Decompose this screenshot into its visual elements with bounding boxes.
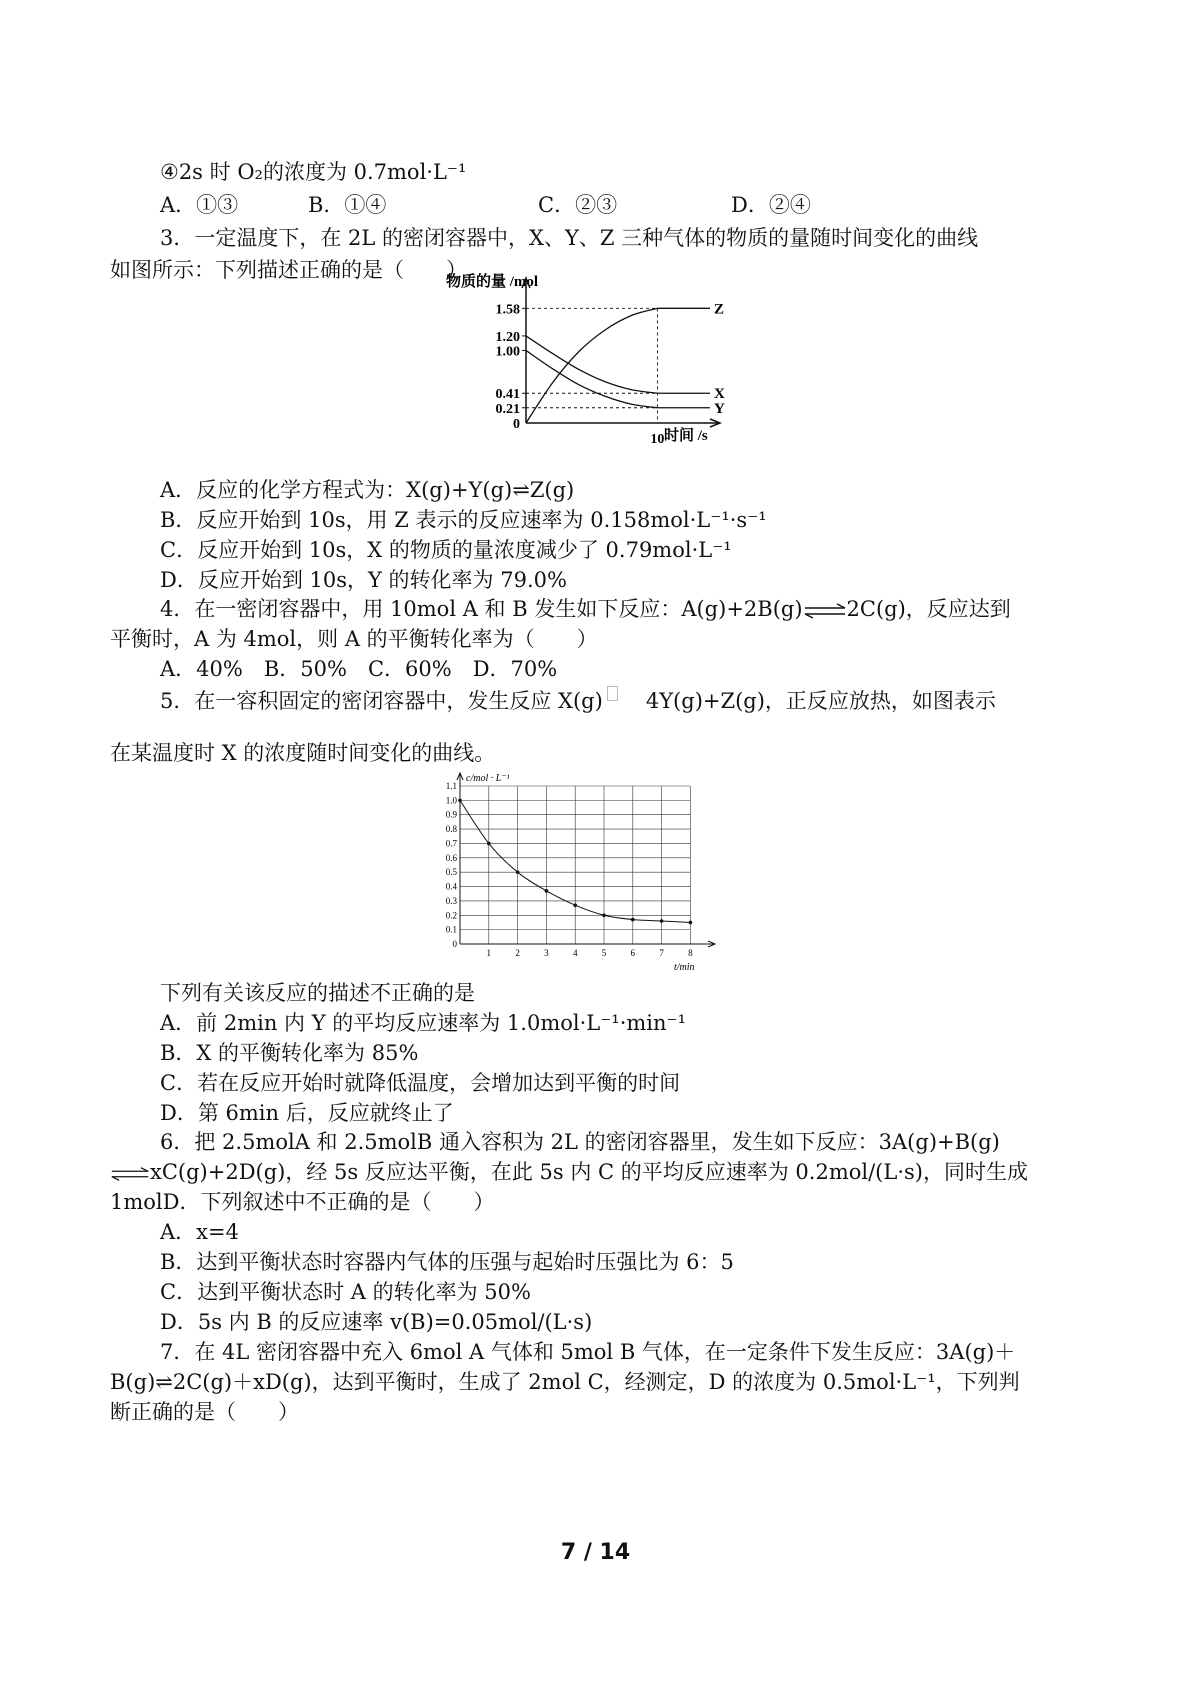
missing-glyph-icon	[607, 686, 618, 701]
q2-option-d: D．②④	[731, 193, 811, 217]
equilibrium-arrow-icon	[110, 1166, 150, 1182]
q6-option-d: D．5s 内 B 的反应速率 v(B)=0.05mol/(L·s)	[160, 1310, 593, 1334]
q2-options	[160, 190, 811, 220]
q5-stem-line1	[160, 686, 996, 716]
q4-stem-line1	[160, 594, 1011, 624]
amount-time-chart	[440, 268, 740, 458]
chart2-data-point	[573, 903, 577, 907]
q3-stem-line2: 如图所示：下列描述正确的是（ ）	[110, 258, 467, 282]
q3-option-c: C．反应开始到 10s，X 的物质的量浓度减少了 0.79mol·L⁻¹	[160, 538, 732, 562]
chart1-series-x	[526, 336, 710, 393]
chart2-y-tick-label: 0.9	[445, 809, 457, 820]
chart1-y-tick-label: 1.20	[495, 329, 520, 345]
q7-stem-line3: 断正确的是（ ）	[110, 1400, 299, 1424]
chart1-series-label: X	[714, 386, 725, 403]
chart2-x-tick-label: 6	[630, 948, 636, 958]
chart1-x-tick-label: 0	[513, 417, 520, 432]
chart2-y-tick-label: 0.7	[445, 838, 457, 849]
chart2-y-tick-label: 0.6	[445, 852, 457, 863]
q4-line1-pre: 4．在一密闭容器中，用 10mol A 和 B 发生如下反应：A(g)+2B(g)	[160, 597, 803, 621]
equilibrium-arrow-icon	[803, 603, 847, 619]
chart1-y-tick-label: 0.41	[495, 387, 520, 403]
chart2-x-tick-label: 5	[601, 948, 607, 958]
chart2-x-tick-label: 2	[515, 948, 520, 958]
chart2-data-point	[516, 870, 520, 874]
q5-line1-pre: 5．在一容积固定的密闭容器中，发生反应 X(g)	[160, 689, 603, 713]
concentration-time-chart	[438, 770, 728, 972]
chart2-y-tick-label: 1.1	[445, 781, 457, 791]
chart2-x-tick-label: 1	[486, 948, 492, 958]
q5-question: 下列有关该反应的描述不正确的是	[160, 981, 475, 1005]
q5-option-a: A．前 2min 内 Y 的平均反应速率为 1.0mol·L⁻¹·min⁻¹	[160, 1011, 687, 1035]
q4-options: A．40% B．50% C．60% D．70%	[160, 657, 558, 681]
chart2-data-point	[602, 913, 606, 917]
chart1-series-z	[526, 308, 710, 423]
chart2-y-tick-label: 0.3	[445, 895, 457, 906]
q5-option-b: B．X 的平衡转化率为 85%	[160, 1041, 419, 1065]
chart2-data-point	[487, 842, 491, 846]
chart2-x-tick-label: 4	[572, 948, 578, 958]
q6-line2-text: xC(g)+2D(g)，经 5s 反应达平衡，在此 5s 内 C 的平均反应速率为 0.2mol/(L·s)，同时生成	[150, 1160, 1028, 1184]
chart2-x-tick-label: 8	[688, 948, 693, 958]
chart2-y-tick-label: 0.8	[445, 824, 457, 835]
chart2-y-tick-label: 0	[452, 939, 457, 949]
chart1-x-tick-label: 10	[650, 432, 665, 447]
q3-option-a: A．反应的化学方程式为：X(g)+Y(g)⇌Z(g)	[160, 478, 575, 502]
chart1-series-label: Y	[714, 400, 725, 417]
q6-option-a: A．x=4	[160, 1220, 239, 1244]
chart2-x-tick-label: 3	[544, 948, 549, 958]
chart1-ylabel: 物质的量 /mol	[446, 274, 539, 290]
q5-stem-line2: 在某温度时 X 的浓度随时间变化的曲线。	[110, 741, 496, 765]
q4-line1-post: 2C(g)，反应达到	[846, 597, 1011, 621]
q6-stem-line2	[110, 1157, 1028, 1187]
q3-option-d: D．反应开始到 10s，Y 的转化率为 79.0%	[160, 568, 567, 592]
q6-stem-line1: 6．把 2.5molA 和 2.5molB 通入容积为 2L 的密闭容器里，发生如下反应：3A(g)+B(g)	[160, 1130, 1000, 1154]
chart2-data-point	[689, 921, 693, 925]
chart1-series-label: Z	[714, 301, 725, 318]
chart1-series-y	[526, 350, 710, 407]
chart2-y-tick-label: 1.0	[445, 795, 457, 806]
chart2-y-tick-label: 0.5	[445, 867, 457, 878]
page-number: 7 / 14	[560, 1540, 631, 1565]
chart2-y-tick-label: 0.1	[445, 924, 457, 935]
q2-option-a: A．①③	[160, 193, 239, 217]
q4-stem-line2: 平衡时，A 为 4mol，则 A 的平衡转化率为（ ）	[110, 627, 598, 651]
q5-option-c: C．若在反应开始时就降低温度，会增加达到平衡的时间	[160, 1071, 681, 1095]
chart1-y-tick-label: 1.00	[495, 344, 520, 360]
chart2-data-point	[545, 889, 549, 893]
q7-stem-line1: 7．在 4L 密闭容器中充入 6mol A 气体和 5mol B 气体，在一定条件下发生反应：3A(g)＋	[160, 1340, 1016, 1364]
chart2-ylabel: c/mol · L⁻¹	[466, 773, 510, 784]
chart1-y-tick-label: 0.21	[495, 401, 520, 417]
q6-option-b: B．达到平衡状态时容器内气体的压强与起始时压强比为 6：5	[160, 1250, 734, 1274]
chart2-x-tick-label: 7	[659, 948, 664, 958]
q2-option-c: C．②③	[538, 193, 618, 217]
q6-stem-line3: 1molD．下列叙述中不正确的是（ ）	[110, 1190, 495, 1214]
q3-stem-line1: 3．一定温度下，在 2L 的密闭容器中，X、Y、Z 三种气体的物质的量随时间变化的曲线	[160, 226, 979, 250]
q2-option-b: B．①④	[308, 193, 387, 217]
q6-option-c: C．达到平衡状态时 A 的转化率为 50%	[160, 1280, 531, 1304]
chart1-xlabel: 时间 /s	[664, 428, 708, 444]
chart2-y-tick-label: 0.2	[445, 910, 457, 921]
chart2-xlabel: t/min	[674, 962, 695, 972]
chart2-data-point	[660, 919, 664, 923]
chart2-data-point	[458, 799, 462, 803]
q2-item4: ④2s 时 O₂的浓度为 0.7mol·L⁻¹	[160, 160, 467, 184]
q3-option-b: B．反应开始到 10s，用 Z 表示的反应速率为 0.158mol·L⁻¹·s⁻¹	[160, 508, 767, 532]
q7-stem-line2: B(g)⇌2C(g)＋xD(g)，达到平衡时，生成了 2mol C，经测定，D 的浓度为 0.5mol·L⁻¹，下列判	[110, 1370, 1020, 1394]
chart1-y-tick-label: 1.58	[495, 302, 520, 318]
q5-option-d: D．第 6min 后，反应就终止了	[160, 1101, 454, 1125]
chart2-y-tick-label: 0.4	[445, 881, 457, 892]
q5-line1-post: 4Y(g)+Z(g)，正反应放热，如图表示	[645, 689, 996, 713]
chart2-data-point	[631, 918, 635, 922]
